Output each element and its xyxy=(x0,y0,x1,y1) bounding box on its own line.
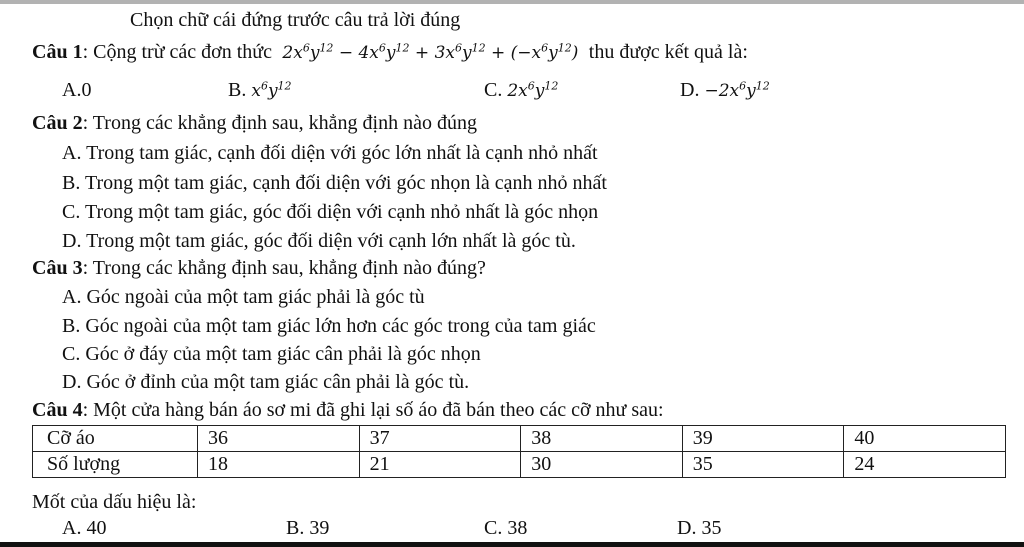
question-2 xyxy=(32,111,477,135)
q3-option-a[interactable]: A. Góc ngoài của một tam giác phải là góc tù xyxy=(62,286,425,308)
q1-option-b-label: B. xyxy=(228,79,247,101)
q3-option-c[interactable]: C. Góc ở đáy của một tam giác cân phải là góc nhọn xyxy=(62,343,481,365)
q1-option-b[interactable] xyxy=(228,78,292,103)
table-cell: 36 xyxy=(198,426,360,452)
size-frequency-table xyxy=(32,425,1006,478)
q1-option-d-expression: $-2x^6y^{12}$ xyxy=(704,79,770,101)
q1-option-c[interactable] xyxy=(484,78,558,103)
q3-option-b[interactable]: B. Góc ngoài của một tam giác lớn hơn các góc trong của tam giác xyxy=(62,315,596,337)
question-4 xyxy=(32,398,664,422)
question-3 xyxy=(32,256,486,280)
question-1-expression: $2x^6y^{12} - 4x^6y^{12} + 3x^6y^{12} + (-x^6y^{12})$ xyxy=(277,41,584,63)
table-header-size: Cỡ áo xyxy=(33,426,198,452)
table-cell: 21 xyxy=(359,452,521,478)
table-cell: 40 xyxy=(844,426,1006,452)
question-1-label: Câu 1 xyxy=(32,41,83,63)
question-1-suffix: thu được kết quả là: xyxy=(588,41,748,63)
q1-option-d[interactable] xyxy=(680,78,770,103)
table-cell: 30 xyxy=(521,452,683,478)
table-cell: 35 xyxy=(682,452,844,478)
bottom-border-line xyxy=(0,542,1024,547)
question-3-prompt: : Trong các khẳng định sau, khẳng định nào đúng? xyxy=(82,257,486,279)
table-cell: 39 xyxy=(682,426,844,452)
question-4-label: Câu 4 xyxy=(32,399,83,421)
table-row-sizes xyxy=(33,426,1006,452)
table-header-quantity: Số lượng xyxy=(33,452,198,478)
q4-option-b[interactable]: B. 39 xyxy=(286,517,330,539)
top-border-line xyxy=(0,0,1024,4)
q1-option-c-label: C. xyxy=(484,79,503,101)
question-2-label: Câu 2 xyxy=(32,112,83,134)
q4-option-a[interactable]: A. 40 xyxy=(62,517,107,539)
question-2-prompt: : Trong các khẳng định sau, khẳng định nào đúng xyxy=(82,112,477,134)
q2-option-c[interactable]: C. Trong một tam giác, góc đối diện với cạnh nhỏ nhất là góc nhọn xyxy=(62,201,599,223)
table-cell: 24 xyxy=(844,452,1006,478)
table-cell: 38 xyxy=(521,426,683,452)
q1-option-d-label: D. xyxy=(680,79,700,101)
q3-option-d[interactable]: D. Góc ở đỉnh của một tam giác cân phải là góc tù. xyxy=(62,371,470,393)
table-cell: 18 xyxy=(198,452,360,478)
q1-option-b-expression: $x^6y^{12}$ xyxy=(251,79,292,101)
question-4-prompt: : Một cửa hàng bán áo sơ mi đã ghi lại số áo đã bán theo các cỡ như sau: xyxy=(82,399,664,421)
question-1-prompt: : Cộng trừ các đơn thức xyxy=(82,41,273,63)
instruction: Chọn chữ cái đứng trước câu trả lời đúng xyxy=(130,9,461,31)
question-1 xyxy=(32,40,748,65)
question-3-label: Câu 3 xyxy=(32,257,83,279)
q4-option-c[interactable]: C. 38 xyxy=(484,517,528,539)
q1-option-a[interactable]: A.0 xyxy=(62,79,92,101)
table-row-quantities xyxy=(33,452,1006,478)
question-4-subquestion: Mốt của dấu hiệu là: xyxy=(32,491,197,513)
q1-option-c-expression: $2x^6y^{12}$ xyxy=(507,79,559,101)
q2-option-b[interactable]: B. Trong một tam giác, cạnh đối diện với góc nhọn là cạnh nhỏ nhất xyxy=(62,172,607,194)
q4-option-d[interactable]: D. 35 xyxy=(677,517,722,539)
q2-option-d[interactable]: D. Trong một tam giác, góc đối diện với cạnh lớn nhất là góc tù. xyxy=(62,230,576,252)
q2-option-a[interactable]: A. Trong tam giác, cạnh đối diện với góc lớn nhất là cạnh nhỏ nhất xyxy=(62,142,598,164)
table-cell: 37 xyxy=(359,426,521,452)
